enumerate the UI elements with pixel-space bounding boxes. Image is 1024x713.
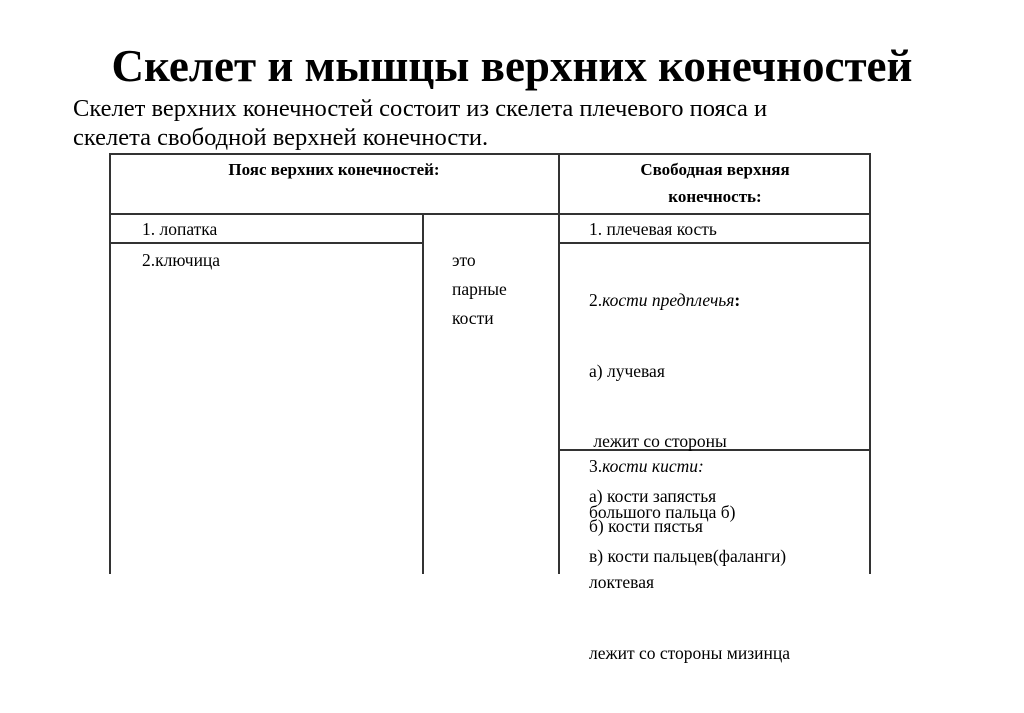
item-clavicle: 2.ключица [142, 250, 221, 270]
intro-paragraph [73, 94, 973, 152]
intro-line-2: скелета свободной верхней конечности. [73, 124, 489, 151]
intro-line-1: Скелет верхних конечностей состоит из скелета плечевого пояса и [73, 95, 768, 122]
forearm-bones: 2.кости предплечья: а) лучевая лежит со стороны большого пальца б) локтевая лежит со стороны мизинца [589, 290, 791, 663]
hand-heading: 3.кости кисти: [589, 456, 704, 476]
table-border-left [109, 153, 111, 574]
table-border-right [869, 153, 871, 574]
hand-bones: 3.кости кисти: а) кости запястья б) кости пястья в) кости пальцев(фаланги) [589, 456, 787, 566]
item-humerus: 1. плечевая кость [589, 219, 717, 239]
slide-title: Скелет и мышцы верхних конечностей [111, 41, 913, 91]
header-free-limb: Свободная верхняя конечность: [640, 160, 790, 206]
header-shoulder-girdle: Пояс верхних конечностей: [228, 160, 440, 179]
table-border-top [109, 153, 871, 155]
table-header-bottom [109, 213, 871, 215]
forearm-heading: 2.кости предплечья: [589, 290, 741, 310]
item-scapula: 1. лопатка [142, 219, 218, 239]
table-divider-main [558, 153, 560, 574]
table-row1-right-bottom [558, 242, 871, 244]
table-row1-left-bottom [109, 242, 423, 244]
paired-bones-note: это парные кости [452, 250, 507, 328]
table-divider-inner [422, 213, 424, 574]
